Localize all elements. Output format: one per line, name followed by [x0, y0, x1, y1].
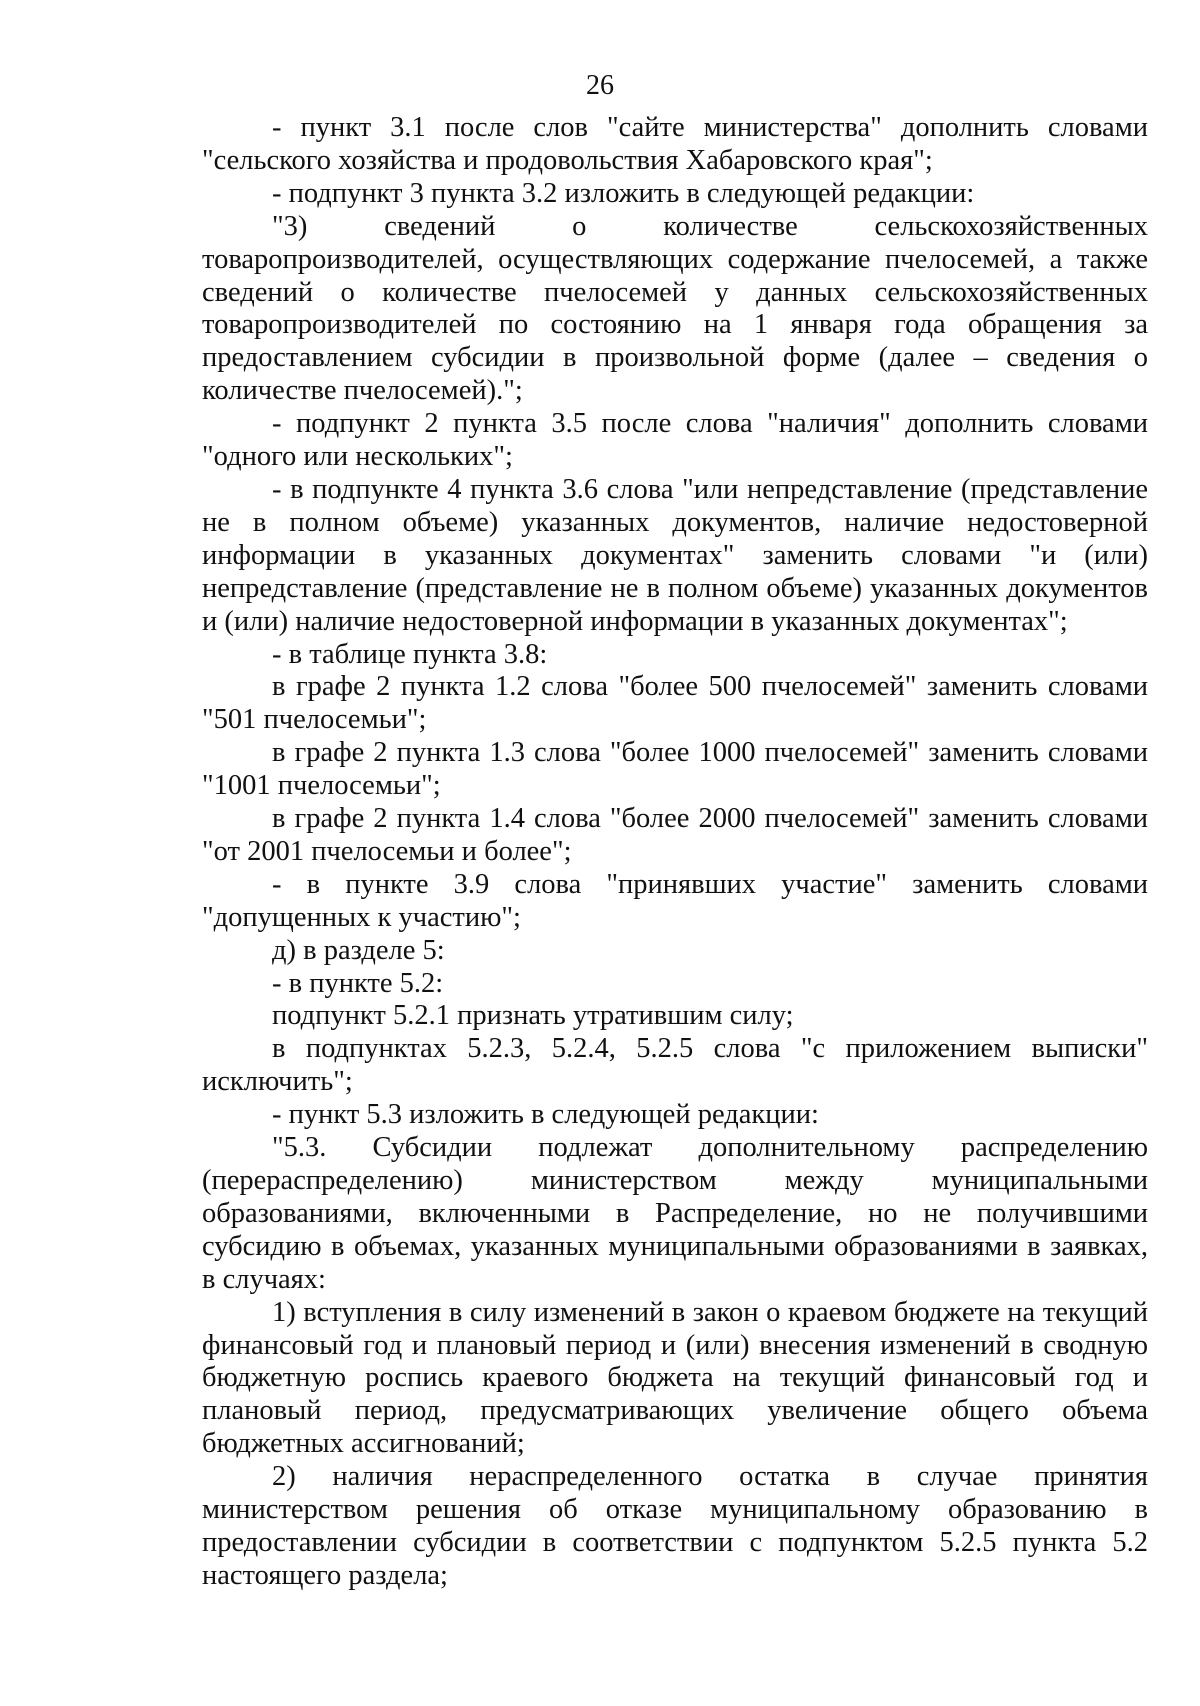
- paragraph-11: д) в разделе 5:: [272, 934, 445, 966]
- paragraph-9: в графе 2 пункта 1.4 слова "более 2000 пчелосемей" заменить словами "от 2001 пчелосемьи и более";: [202, 803, 1148, 867]
- paragraph-16: "5.3. Субсидии подлежат дополнительному распределению (перераспределению) министерством между муниципальными образованиями, включенными в Распределение, но не получившими субсидию в объемах, указанных муниципальными образованиями в заявках, в случаях:: [202, 1132, 1148, 1295]
- paragraph-10: - в пункте 3.9 слова "принявших участие" заменить словами "допущенных к участию";: [202, 868, 1148, 933]
- paragraph-1: - пункт 3.1 после слов "сайте министерства" дополнить словами "сельского хозяйства и продовольствия Хабаровского края";: [202, 112, 1148, 176]
- page-number: 26: [586, 70, 614, 101]
- paragraph-4: - подпункт 2 пункта 3.5 после слова "наличия" дополнить словами "одного или нескольких";: [202, 408, 1148, 473]
- paragraph-8: в графе 2 пункта 1.3 слова "более 1000 пчелосемей" заменить словами "1001 пчелосемьи";: [202, 737, 1148, 802]
- paragraph-14: в подпунктах 5.2.3, 5.2.4, 5.2.5 слова "с приложением выписки" исключить";: [202, 1033, 1148, 1098]
- paragraph-6: - в таблице пункта 3.8:: [272, 638, 548, 670]
- document-body: [202, 112, 1148, 1593]
- paragraph-18: 2) наличия нераспределенного остатка в случае принятия министерством решения об отказе муниципальному образованию в предоставлении субсидии в соответствии с подпунктом 5.2.5 пункта 5.2 настоящего раздела;: [202, 1461, 1148, 1591]
- paragraph-5: - в подпункте 4 пункта 3.6 слова "или непредставление (представление не в полном объеме) указанных документов, наличие недостоверной информации в указанных документах" заменить словами "и (или) непредставление (представление не в полном объеме) указанных документов и (или) наличие недостоверной информации в указанных документах";: [202, 473, 1148, 637]
- paragraph-3: "3) сведений о количестве сельскохозяйственных товаропроизводителей, осуществляющих содержание пчелосемей, а также сведений о количестве пчелосемей у данных сельскохозяйственных товаропроизводителей по состоянию на 1 января года обращения за предоставлением субсидии в произвольной форме (далее – сведения о количестве пчелосемей).";: [202, 210, 1148, 407]
- paragraph-15: - пункт 5.3 изложить в следующей редакции:: [272, 1099, 819, 1131]
- paragraph-2: - подпункт 3 пункта 3.2 изложить в следующей редакции:: [272, 177, 975, 209]
- paragraph-13: подпункт 5.2.1 признать утратившим силу;: [272, 1000, 794, 1032]
- paragraph-12: - в пункте 5.2:: [272, 967, 444, 999]
- paragraph-17: 1) вступления в силу изменений в закон о краевом бюджете на текущий финансовый год и плановый период и (или) внесения изменений в сводную бюджетную роспись краевого бюджета на текущий финансовый год и плановый период, предусматривающих увеличение общего объема бюджетных ассигнований;: [202, 1296, 1148, 1460]
- paragraph-7: в графе 2 пункта 1.2 слова "более 500 пчелосемей" заменить словами "501 пчелосемьи";: [202, 671, 1148, 736]
